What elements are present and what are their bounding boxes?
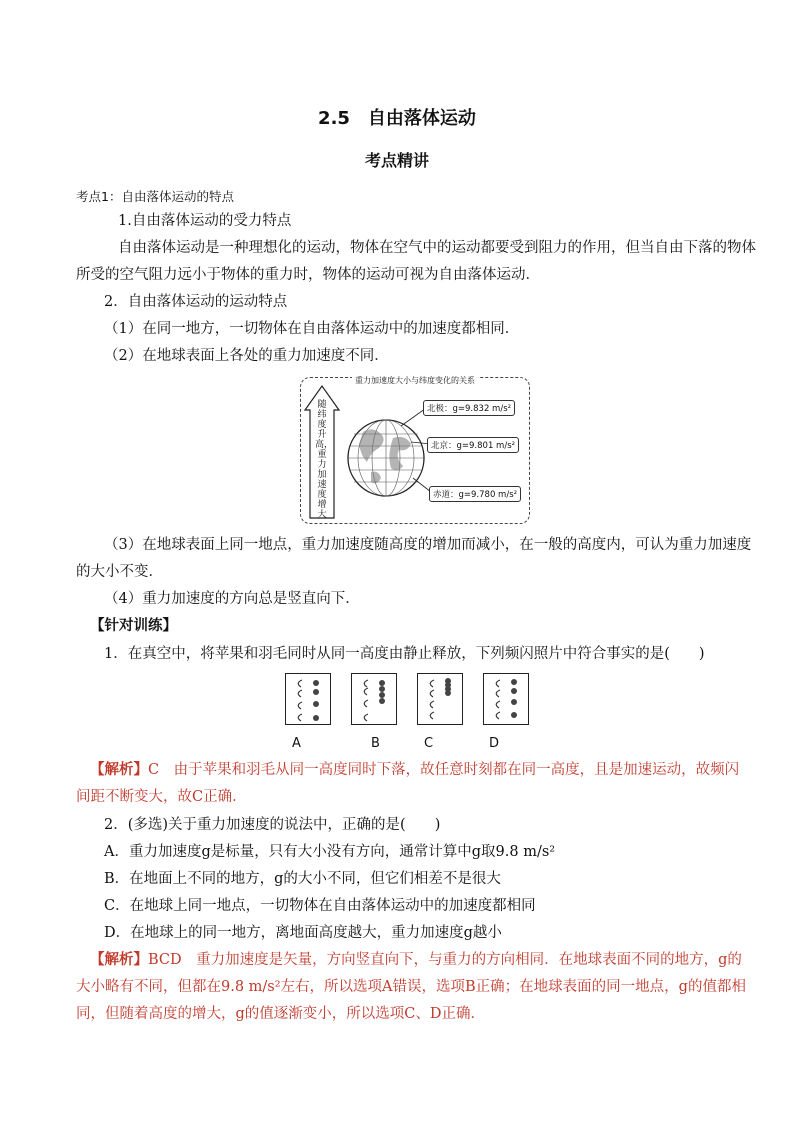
north-pole-label: 北极：g=9.832 m/s² (423, 400, 515, 416)
section-subtitle: 考点精讲 (364, 151, 429, 170)
list-item: （2）在地球表面上各处的重力加速度不同． (104, 348, 389, 364)
beijing-label: 北京：g=9.801 m/s² (427, 437, 519, 453)
answer-label: 【解析】 (90, 761, 148, 778)
paragraph-line: 自由落体运动是一种理想化的运动，物体在空气中的运动都要受到阻力的作用，但当自由下落的物体 (118, 240, 756, 256)
strobe-photo-c (417, 673, 463, 725)
equator-label: 赤道：g=9.780 m/s² (429, 486, 521, 502)
paragraph-line: 所受的空气阻力远小于物体的重力时，物体的运动可视为自由落体运动． (76, 267, 540, 283)
answer-2-line-2: 大小略有不同，但都在9.8 m/s²左右，所以选项A错误，选项B正确；在地球表面的同一地点，g的值都相 (76, 979, 746, 995)
option-label-d: D (489, 736, 500, 751)
option-c: C．在地球上同一地点，一切物体在自由落体运动中的加速度都相同 (104, 898, 536, 914)
option-d: D．在地球上的同一地方，离地面高度越大，重力加速度g越小 (104, 925, 502, 941)
option-label-a: A (292, 736, 301, 751)
subheading-force: 1.自由落体运动的受力特点 (118, 213, 292, 229)
subheading-motion: 2．自由落体运动的运动特点 (104, 294, 288, 310)
gravity-latitude-figure (300, 377, 530, 524)
answer-2-line-3: 同，但随着高度的增大，g的值逐渐变小，所以选项C、D正确． (76, 1006, 485, 1022)
strobe-photo-d (483, 673, 529, 725)
topic-heading: 考点1：自由落体运动的特点 (76, 189, 234, 204)
training-heading: 【针对训练】 (90, 617, 177, 634)
answer-1-line (90, 758, 739, 782)
strobe-photo-b (351, 673, 397, 725)
globe-icon (348, 420, 424, 496)
answer-label: 【解析】 (90, 951, 148, 968)
answer-1-line-2: 间距不断变大，故C正确． (76, 789, 247, 805)
option-label-c: C (424, 736, 434, 751)
page-title: 2.5 自由落体运动 (318, 108, 476, 129)
option-a: A．重力加速度g是标量，只有大小没有方向，通常计算中g取9.8 m/s² (104, 844, 556, 860)
option-b: B．在地面上不同的地方，g的大小不同，但它们相差不是很大 (104, 871, 501, 887)
question-2: 2．(多选)关于重力加速度的说法中，正确的是( ) (104, 817, 441, 833)
answer-text: C 由于苹果和羽毛从同一高度同时下落，故任意时刻都在同一高度，且是加速运动，故频闪 (148, 762, 740, 778)
list-item: （3）在地球表面上同一地点，重力加速度随高度的增加而减小，在一般的高度内，可认为重力加速度 (104, 537, 752, 553)
list-item: （4）重力加速度的方向总是竖直向下． (104, 591, 360, 607)
question-1: 1．在真空中，将苹果和羽毛同时从同一高度由静止释放，下列频闪照片中符合事实的是( ) (104, 646, 705, 662)
figure-title: 重力加速度大小与纬度变化的关系 (352, 376, 478, 385)
strobe-photo-a (285, 673, 331, 725)
answer-2-line (90, 948, 742, 972)
arrow-caption: 随纬度升高，重力加速度增大 (315, 400, 334, 520)
list-item: （1）在同一地方，一切物体在自由落体运动中的加速度都相同． (104, 321, 520, 337)
option-label-b: B (371, 736, 380, 751)
answer-text: BCD 重力加速度是矢量，方向竖直向下，与重力的方向相同．在地球表面不同的地方，g的 (148, 952, 742, 968)
list-item-continued: 的大小不变． (76, 564, 163, 580)
